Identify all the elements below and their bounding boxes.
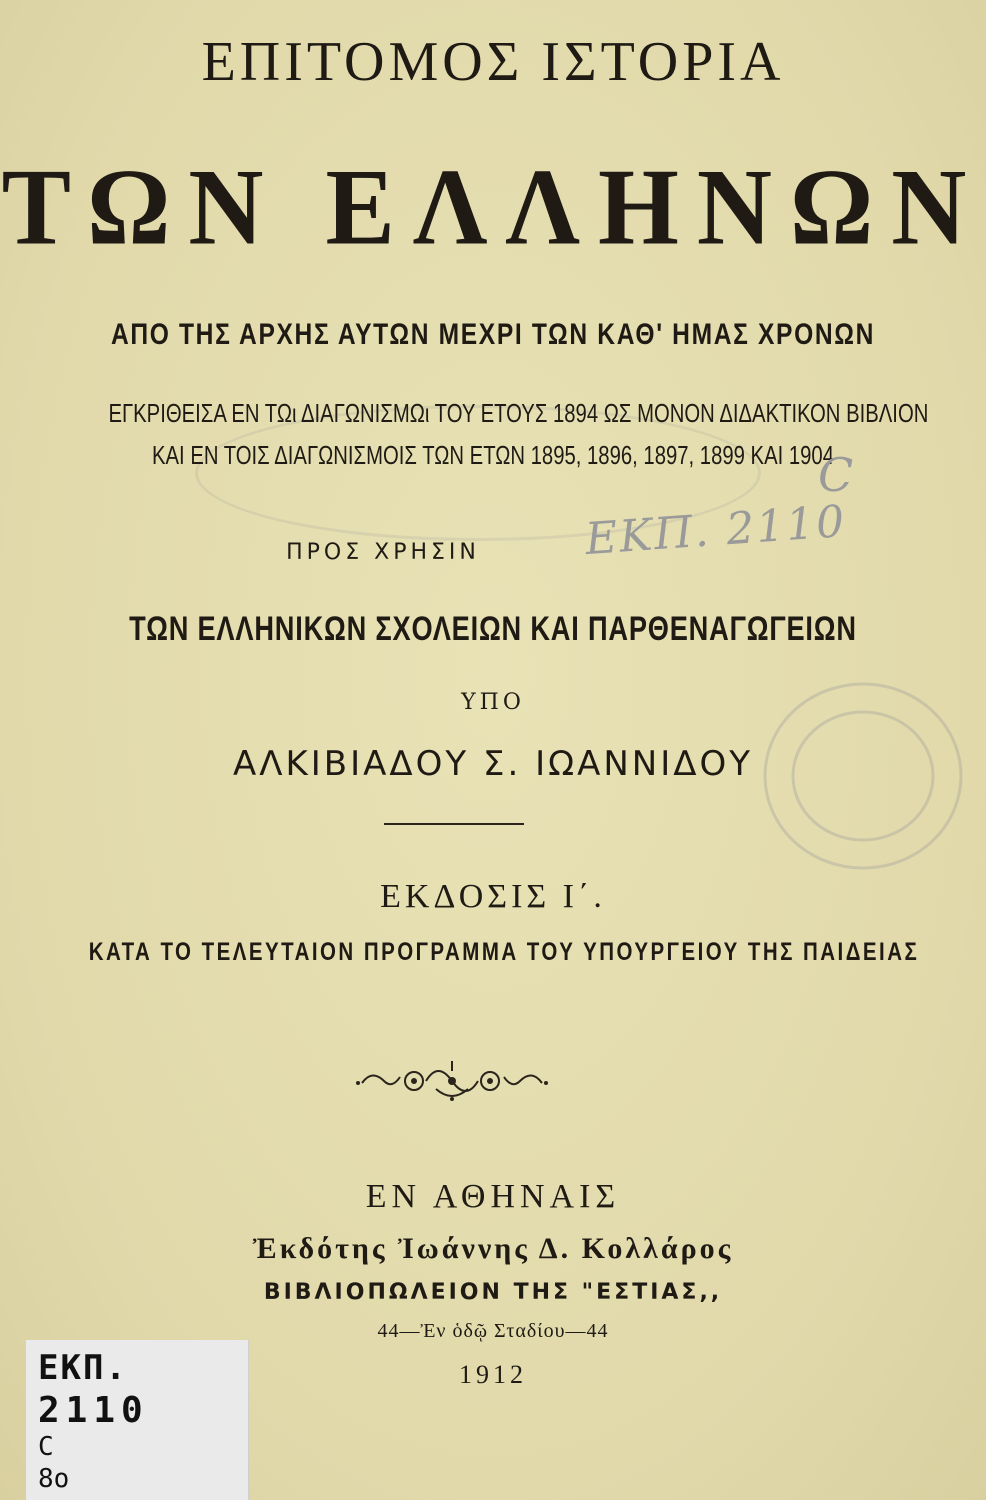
label-line-2: 2110 xyxy=(38,1390,149,1431)
approval-line-1: ΕΓΚΡΙΘΕΙΣΑ ΕΝ ΤΩι ΔΙΑΓΩΝΙΣΜΩι ΤΟΥ ΕΤΟΥΣ 1894 ΩΣ ΜΟΝΟΝ ΔΙΔΑΚΤΙΚΟΝ ΒΙΒΛΙΟΝ xyxy=(108,398,929,428)
label-line-4: 8ο xyxy=(38,1464,70,1494)
handwritten-shelfmark: ΕΚΠ. 2110 xyxy=(583,495,848,566)
approval-line-2: ΚΑΙ ΕΝ ΤΟΙΣ ΔΙΑΓΩΝΙΣΜΟΙΣ ΤΩΝ ΕΤΩΝ 1895, 1896, 1897, 1899 ΚΑΙ 1904 xyxy=(151,440,834,470)
label-line-1: ΕΚΠ. xyxy=(38,1348,128,1388)
label-line-3: C xyxy=(38,1432,54,1462)
by-text: ΥΠΟ xyxy=(461,690,525,715)
program-line: ΚΑΤΑ ΤΟ ΤΕΛΕΥΤΑΙΟΝ ΠΡΟΓΡΑΜΜΑ ΤΟΥ ΥΠΟΥΡΓΕΙΟΥ ΤΗΣ ΠΑΙΔΕΙΑΣ xyxy=(88,938,920,966)
title-top: ΕΠΙΤΟΜΟΣ ΙΣΤΟΡΙΑ xyxy=(201,31,785,93)
subtitle: ΑΠΟ ΤΗΣ ΑΡΧΗΣ ΑΥΤΩΝ ΜΕΧΡΙ ΤΩΝ ΚΑΘ' ΗΜΑΣ ΧΡΟΝΩΝ xyxy=(110,318,876,351)
address: 44—Ἐν ὁδῷ Σταδίου—44 xyxy=(377,1320,609,1342)
author-name: ΑΛΚΙΒΙΑΔΟΥ Σ. ΙΩΑΝΝΙΔΟΥ xyxy=(232,744,754,784)
library-shelf-label xyxy=(26,1340,249,1500)
handwritten-mark: C xyxy=(818,448,854,502)
divider-rule xyxy=(384,823,524,825)
edition-text: ΕΚΔΟΣΙΣ Ι΄. xyxy=(380,878,606,915)
for-use-text: ΠΡΟΣ ΧΡΗΣΙΝ xyxy=(286,540,480,565)
schools-line: ΤΩΝ ΕΛΛΗΝΙΚΩΝ ΣΧΟΛΕΙΩΝ ΚΑΙ ΠΑΡΘΕΝΑΓΩΓΕΙΩΝ xyxy=(129,610,857,648)
library-stamp-icon xyxy=(758,676,968,876)
ornament-icon xyxy=(352,1055,552,1105)
publisher: Ἐκδότης Ἰωάννης Δ. Κολλάρος xyxy=(252,1232,734,1265)
bookshop: ΒΙΒΛΙΟΠΩΛΕΙΟΝ ΤΗΣ "ΕΣΤΙΑΣ,, xyxy=(263,1280,723,1305)
place: ΕΝ ΑΘΗΝΑΙΣ xyxy=(365,1178,621,1215)
main-title: ΤΩΝ ΕΛΛΗΝΩΝ xyxy=(1,147,985,268)
publication-year: 1912 xyxy=(459,1360,527,1389)
